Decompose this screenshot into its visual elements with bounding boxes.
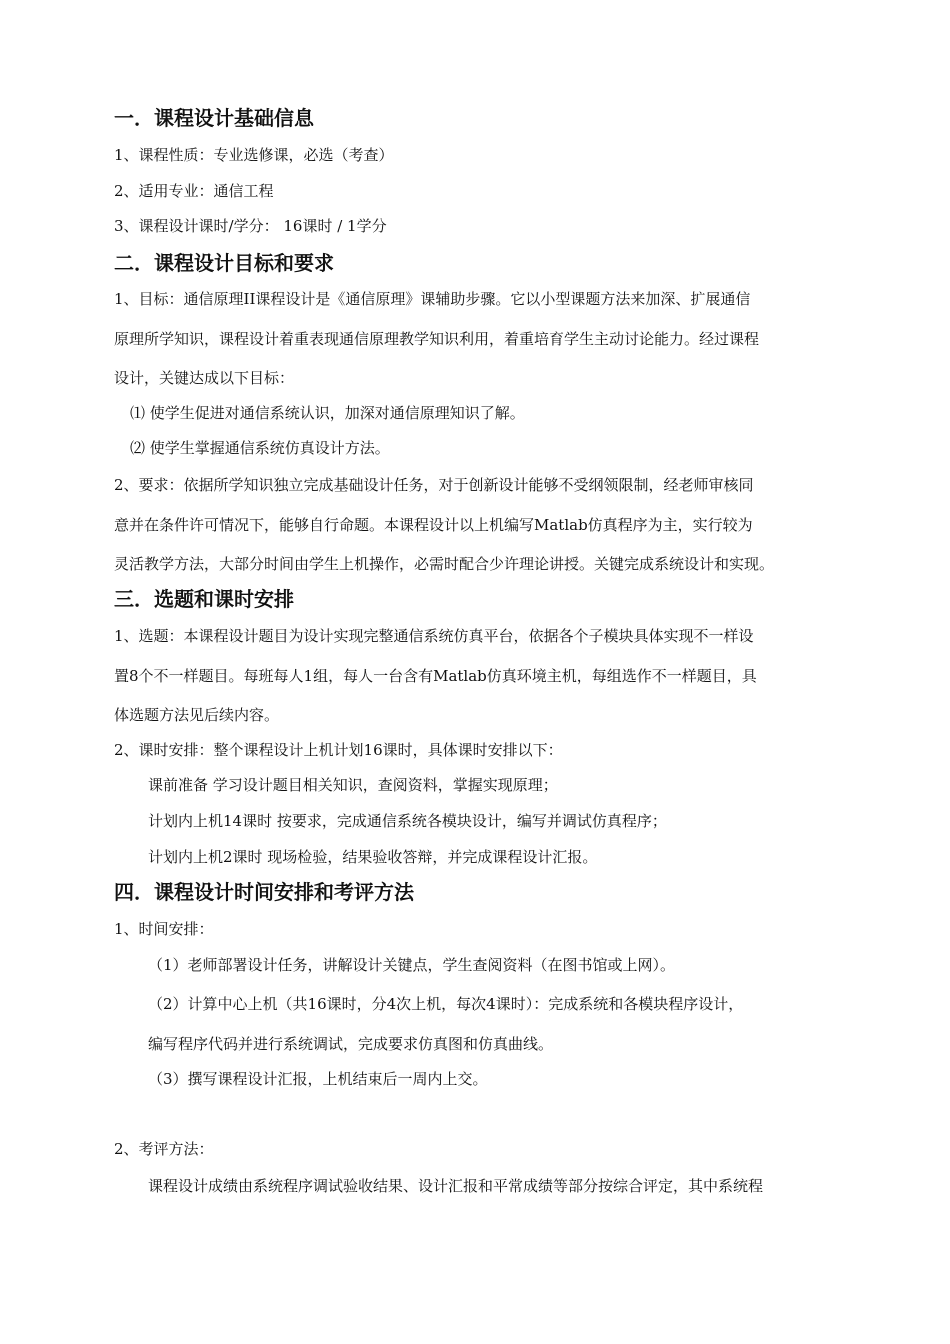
paragraph-line: 设计，关键达成以下目标： [114, 369, 295, 387]
section-heading-4: 四．课程设计时间安排和考评方法 [114, 880, 414, 904]
paragraph-line: 置8个不一样题目。每班每人1组，每人一台含有Matlab仿真环境主机，每组选作不一样题目，具 [114, 667, 757, 685]
paragraph-line: 2、课时安排：整个课程设计上机计划16课时，具体课时安排以下： [114, 741, 563, 759]
paragraph-line: 1、选题：本课程设计题目为设计实现完整通信系统仿真平台，依据各个子模块具体实现不一样设 [114, 627, 754, 645]
list-item: （2）计算中心上机（共16课时，分4次上机，每次4课时）：完成系统和各模块程序设计， [148, 995, 744, 1013]
paragraph-line: 3、课程设计课时/学分： 16课时 / 1学分 [114, 217, 387, 235]
paragraph-line: 1、目标：通信原理II课程设计是《通信原理》课辅助步骤。它以小型课题方法来加深、扩展通信 [114, 290, 751, 308]
paragraph-line: 编写程序代码并进行系统调试，完成要求仿真图和仿真曲线。 [148, 1035, 554, 1053]
schedule-item: 计划内上机2课时 现场检验，结果验收答辩，并完成课程设计汇报。 [148, 848, 598, 866]
list-item: ⑴ 使学生促进对通信系统认识，加深对通信原理知识了解。 [130, 404, 525, 422]
list-item: （3）撰写课程设计汇报，上机结束后一周内上交。 [148, 1070, 488, 1088]
paragraph-line: 意并在条件许可情况下，能够自行命题。本课程设计以上机编写Matlab仿真程序为主，实行较为 [114, 516, 753, 534]
schedule-item: 课前准备 学习设计题目相关知识，查阅资料，掌握实现原理； [148, 776, 558, 794]
paragraph-line: 1、时间安排： [114, 920, 214, 938]
paragraph-line: 原理所学知识，课程设计着重表现通信原理教学知识利用，着重培育学生主动讨论能力。经过课程 [114, 330, 760, 348]
section-heading-3: 三．选题和课时安排 [114, 587, 294, 611]
paragraph-line: 2、适用专业：通信工程 [114, 182, 274, 200]
section-heading-1: 一．课程设计基础信息 [114, 106, 314, 130]
paragraph-line: 灵活教学方法，大部分时间由学生上机操作，必需时配合少许理论讲授。关键完成系统设计和实现。 [114, 555, 775, 573]
section-heading-2: 二．课程设计目标和要求 [114, 251, 334, 275]
paragraph-line: 体选题方法见后续内容。 [114, 706, 280, 724]
list-item: ⑵ 使学生掌握通信系统仿真设计方法。 [130, 439, 390, 457]
paragraph-line: 1、课程性质：专业选修课，必选（考查） [114, 146, 394, 164]
schedule-item: 计划内上机14课时 按要求，完成通信系统各模块设计，编写并调试仿真程序； [148, 812, 667, 830]
paragraph-line: 2、考评方法： [114, 1140, 214, 1158]
list-item: （1）老师部署设计任务，讲解设计关键点，学生查阅资料（在图书馆或上网）。 [148, 956, 676, 974]
paragraph-line: 课程设计成绩由系统程序调试验收结果、设计汇报和平常成绩等部分按综合评定，其中系统程 [148, 1177, 764, 1195]
paragraph-line: 2、要求：依据所学知识独立完成基础设计任务，对于创新设计能够不受纲领限制，经老师审核同 [114, 476, 754, 494]
